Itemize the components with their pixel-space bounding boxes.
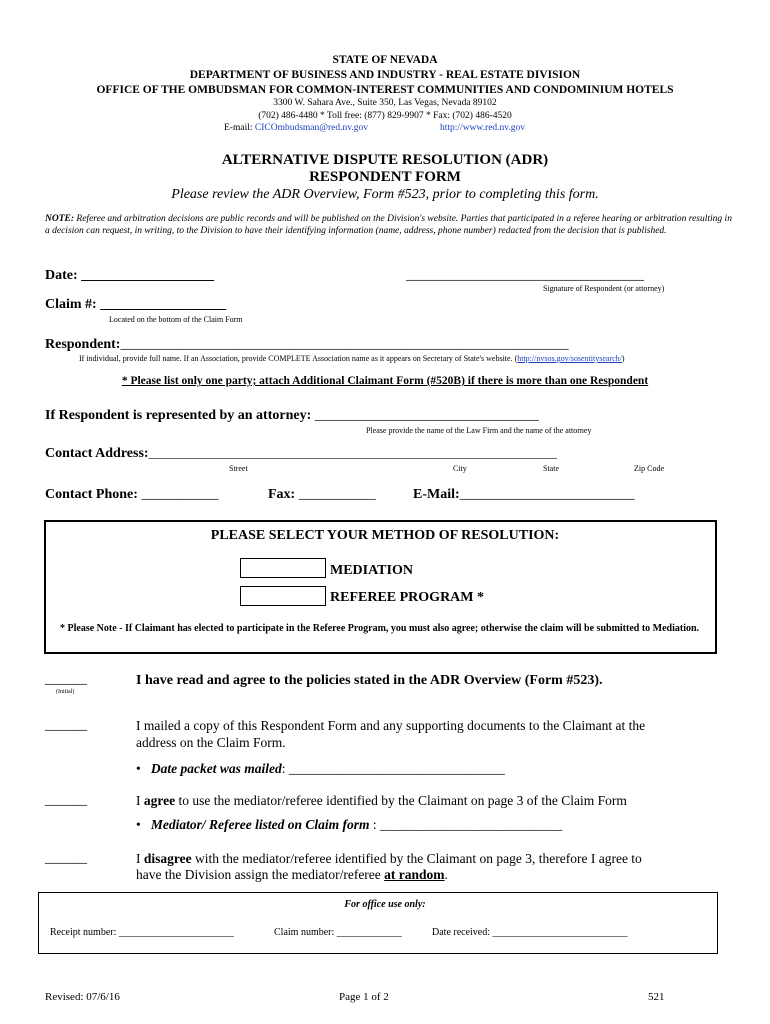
initial-read-agree[interactable]: ______ [45,672,87,687]
date-mailed-row[interactable] [136,761,505,777]
disagree-line2-pre: have the Division assign the mediator/referee [136,867,385,882]
date-field[interactable] [45,268,214,284]
mediation-checkbox[interactable] [240,558,326,578]
state-caption: State [543,464,559,473]
attorney-field[interactable] [45,408,539,424]
disagree-post: with the mediator/referee identified by the Claimant on page 3, therefore I agree to [191,851,642,866]
date-received: Date received: ___________________________ [432,927,628,938]
street-caption: Street [229,464,248,473]
respondent-label: Respondent: [45,337,121,352]
mediator-label: Mediator/ Referee listed on Claim form [150,817,370,832]
date-blank: ___________________ [81,268,215,283]
attorney-label: If Respondent is represented by an attorney: [45,408,312,423]
mediation-label: MEDIATION [330,563,413,578]
disagree-bold: disagree [143,851,192,866]
fax-field[interactable] [268,487,376,503]
fax-blank: ___________ [298,487,376,502]
note-label: NOTE: [45,214,75,224]
phone-blank: ___________ [141,487,219,502]
header-address: 3300 W. Sahara Ave., Suite 350, Las Vegas, Nevada 89102 [273,98,497,108]
email-link[interactable]: CICOmbudsman@red.nv.gov [254,123,369,133]
mediator-row[interactable] [136,817,562,833]
header-office: OFFICE OF THE OMBUDSMAN FOR COMMON-INTEREST COMMUNITIES AND CONDOMINIUM HOTELS [96,84,674,96]
read-agree-text: I have read and agree to the policies stated in the ADR Overview (Form #523). [136,673,603,688]
referee-label: REFEREE PROGRAM * [330,590,484,605]
form-title: ALTERNATIVE DISPUTE RESOLUTION (ADR) [221,152,549,168]
one-party-text: * Please list only one party; attach Additional Claimant Form (#520B) if there is more than one Respondent [121,375,649,387]
attorney-caption: Please provide the name of the Law Firm and the name of the attorney [366,426,592,435]
email-label: E-mail: [224,123,253,133]
contact-label: Contact Address: [45,446,149,461]
attorney-blank: ________________________________ [314,408,539,423]
agree-text [136,793,627,809]
revised-date: Revised: 07/6/16 [45,991,120,1003]
claim-blank: __________________ [100,297,227,312]
mediator-blank: : ___________________________ [369,817,563,832]
form-instruction: Please review the ADR Overview, Form #523, prior to completing this form. [171,187,599,202]
agree-post: to use the mediator/referee identified by the Claimant on page 3 of the Claim Form [175,793,627,808]
one-party-notice [0,375,770,387]
header-state: STATE OF NEVADA [332,54,438,66]
page-number: Page 1 of 2 [339,991,389,1003]
header-department: DEPARTMENT OF BUSINESS AND INDUSTRY - REAL ESTATE DIVISION [189,69,581,81]
initial-agree[interactable]: ______ [45,793,87,808]
disagree-line2 [136,867,448,883]
bullet-icon: • [136,761,141,776]
email-blank: _________________________ [459,487,635,502]
contact-phone-field[interactable] [45,487,218,503]
disagree-line1 [136,851,642,867]
form-number: 521 [648,991,665,1003]
date-mailed-label: Date packet was mailed [150,761,282,776]
claim-label: Claim #: [45,297,97,312]
date-mailed-blank: : ________________________________ [281,761,505,776]
respondent-field[interactable] [45,337,568,353]
mailed-line2: address on the Claim Form. [136,735,286,750]
disagree-line2-post: . [444,867,448,882]
email-field-label: E-Mail: [413,487,460,502]
initial-disagree[interactable]: ______ [45,851,87,866]
respondent-caption [79,354,625,363]
referee-checkbox[interactable] [240,586,326,606]
office-use-title: For office use only: [344,899,426,910]
receipt-number: Receipt number: _______________________ [50,927,234,938]
contact-address-field[interactable] [45,446,557,462]
bullet-icon: • [136,817,141,832]
at-random: at random [384,867,445,882]
email-field[interactable] [413,487,635,503]
claim-field[interactable] [45,297,226,313]
signature-caption: Signature of Respondent (or attorney) [543,284,665,293]
form-subtitle: RESPONDENT FORM [309,169,461,185]
contact-blank: _______________________________________________________________________ [148,448,557,460]
mailed-line1: I mailed a copy of this Respondent Form and any supporting documents to the Claimant at the [136,718,646,733]
date-label: Date: [45,268,78,283]
agree-pre: I [136,793,144,808]
claim-caption: Located on the bottom of the Claim Form [109,315,243,324]
resolution-note: * Please Note - If Claimant has elected to participate in the Referee Program, you must also agree; otherwise the claim will be submitted to Mediation. [60,623,700,634]
header-email [224,123,368,133]
phone-label: Contact Phone: [45,487,138,502]
sos-link[interactable]: http://nvsos.gov/sosentitysearch/ [517,354,622,363]
city-caption: City [453,464,467,473]
signature-field[interactable]: __________________________________ [406,268,644,283]
fax-label: Fax: [268,487,296,502]
note-paragraph [45,213,735,237]
note-text: Referee and arbitration decisions are public records and will be published on the Division's website. Parties that participated in a referee hearing or arbitration resulting in a decision can request, in writing, to the Division to have their identifying information (name, address, phone number) redacted from the decision that is published. [45,214,732,236]
disagree-pre: I [136,851,144,866]
resolution-heading: PLEASE SELECT YOUR METHOD OF RESOLUTION: [210,528,560,543]
respondent-blank: ________________________________________________________________ [120,337,569,352]
initial-mailed[interactable]: ______ [45,718,87,733]
claim-number: Claim number: _____________ [274,927,402,938]
website-link[interactable]: http://www.red.nv.gov [440,123,526,133]
respondent-caption-end: ) [621,354,625,363]
zip-caption: Zip Code [634,464,664,473]
respondent-caption-text: If individual, provide full name. If an Association, provide COMPLETE Association name as it appears on Secretary of State's website. ( [79,354,518,363]
initial-caption: (Initial) [56,689,75,695]
agree-bold: agree [143,793,176,808]
header-phones: (702) 486-4480 * Toll free: (877) 829-9907 * Fax: (702) 486-4520 [258,111,512,121]
